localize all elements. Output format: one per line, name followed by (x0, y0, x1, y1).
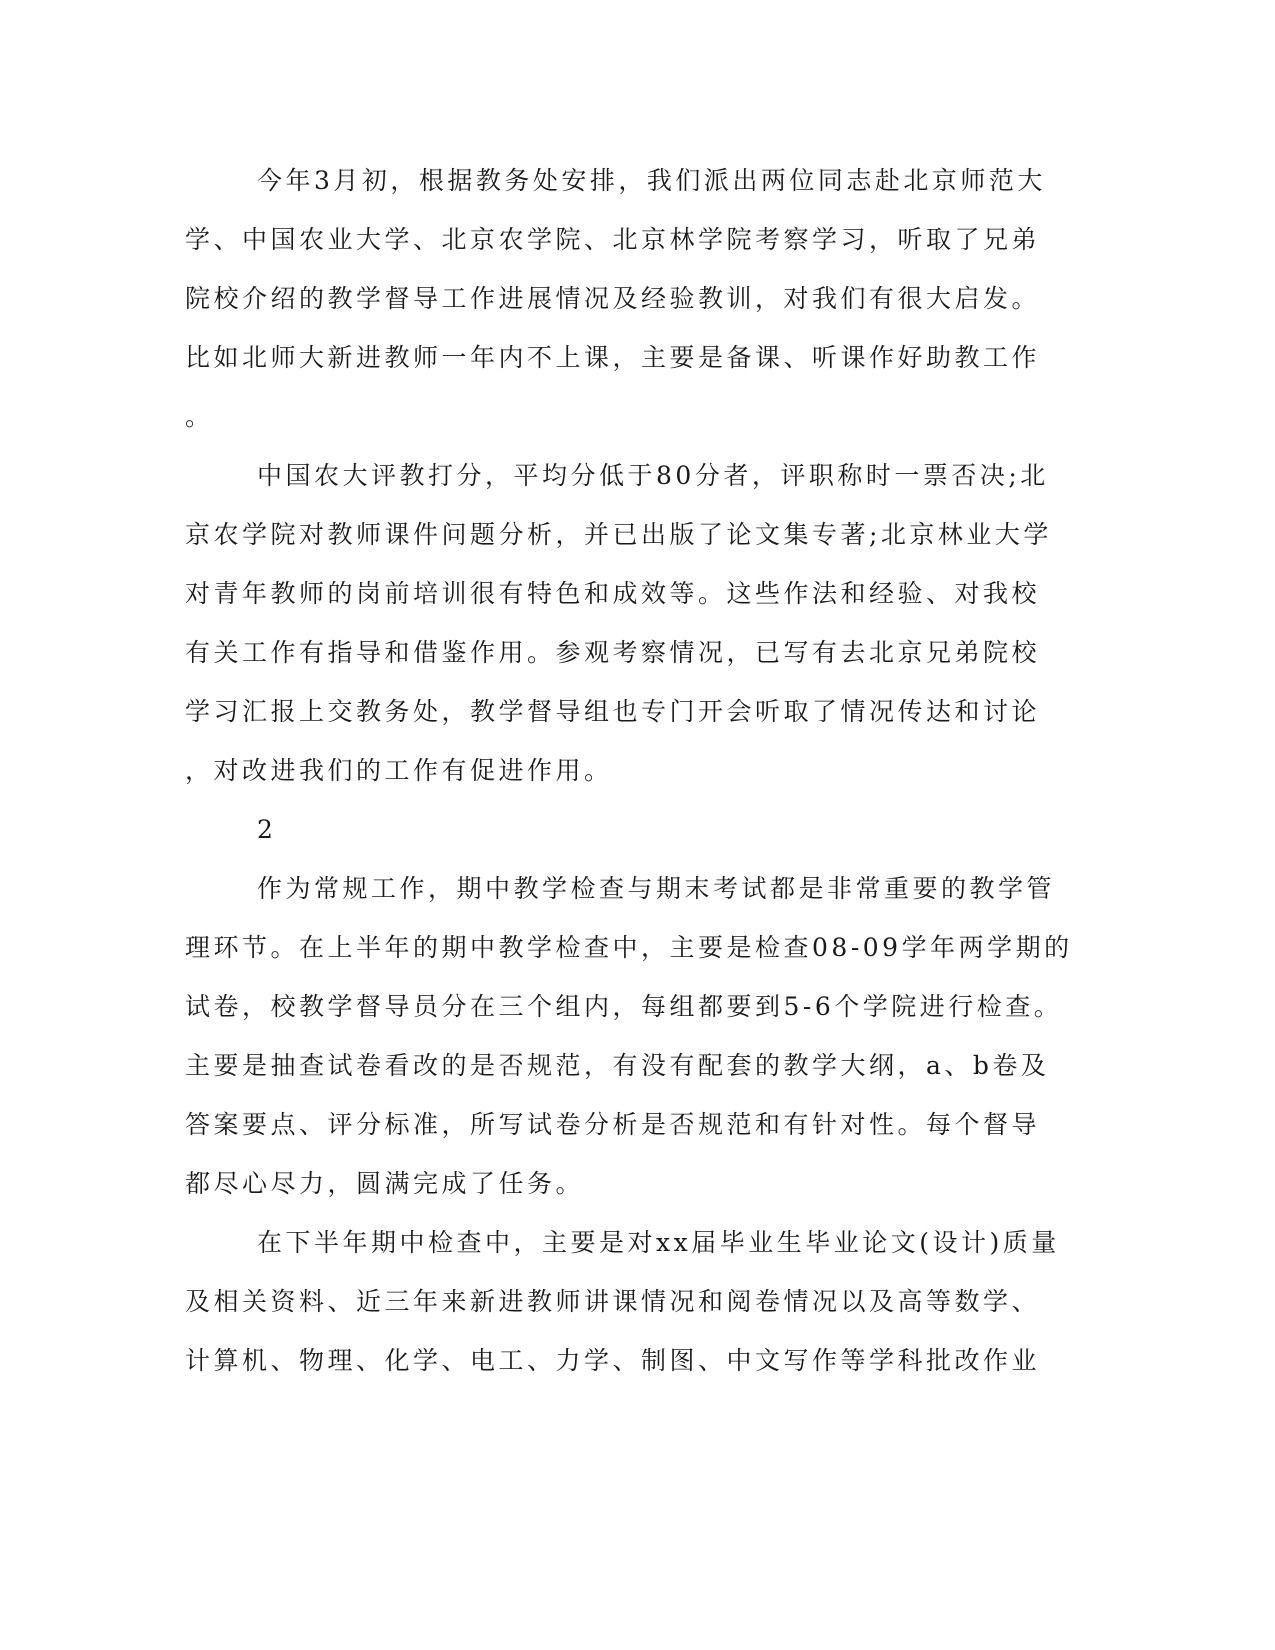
paragraph-3-line-6: 都尽心尽力，圆满完成了任务。 (185, 1169, 585, 1198)
paragraph-2-line-5: 学习汇报上交教务处，教学督导组也专门开会听取了情况传达和讨论 (185, 697, 1041, 726)
paragraph-3-line-3: 试卷，校教学督导员分在三个组内，每组都要到5-6个学院进行检查。 (185, 992, 1063, 1021)
paragraph-3-line-5: 答案要点、评分标准，所写试卷分析是否规范和有针对性。每个督导 (185, 1110, 1041, 1139)
paragraph-2-line-4: 有关工作有指导和借鉴作用。参观考察情况，已写有去北京兄弟院校 (185, 638, 1041, 667)
paragraph-2-line-3: 对青年教师的岗前培训很有特色和成效等。这些作法和经验、对我校 (185, 579, 1041, 608)
paragraph-1-line-1: 今年3月初，根据教务处安排，我们派出两位同志赴北京师范大 (257, 166, 1046, 195)
paragraph-3-line-1: 作为常规工作，期中教学检查与期末考试都是非常重要的教学管 (257, 874, 1056, 903)
paragraph-1-line-3: 院校介绍的教学督导工作进展情况及经验教训，对我们有很大启发。 (185, 284, 1041, 313)
section-number: 2 (257, 815, 277, 844)
paragraph-4-line-1: 在下半年期中检查中，主要是对xx届毕业生毕业论文(设计)质量 (257, 1228, 1060, 1257)
paragraph-1-line-2: 学、中国农业大学、北京农学院、北京林学院考察学习，听取了兄弟 (185, 225, 1041, 254)
paragraph-1-line-5: 。 (185, 402, 214, 431)
paragraph-3-line-4: 主要是抽查试卷看改的是否规范，有没有配套的教学大纲，a、b卷及 (185, 1051, 1050, 1080)
paragraph-4-line-3: 计算机、物理、化学、电工、力学、制图、中文写作等学科批改作业 (185, 1346, 1041, 1375)
paragraph-3-line-2: 理环节。在上半年的期中教学检查中，主要是检查08-09学年两学期的 (185, 933, 1073, 962)
paragraph-1-line-4: 比如北师大新进教师一年内不上课，主要是备课、听课作好助教工作 (185, 343, 1041, 372)
paragraph-2-line-6: ，对改进我们的工作有促进作用。 (185, 756, 613, 785)
paragraph-2-line-2: 京农学院对教师课件问题分析，并已出版了论文集专著;北京林业大学 (185, 520, 1052, 549)
paragraph-4-line-2: 及相关资料、近三年来新进教师讲课情况和阅卷情况以及高等数学、 (185, 1287, 1041, 1316)
paragraph-2-line-1: 中国农大评教打分，平均分低于80分者，评职称时一票否决;北 (257, 461, 1049, 490)
